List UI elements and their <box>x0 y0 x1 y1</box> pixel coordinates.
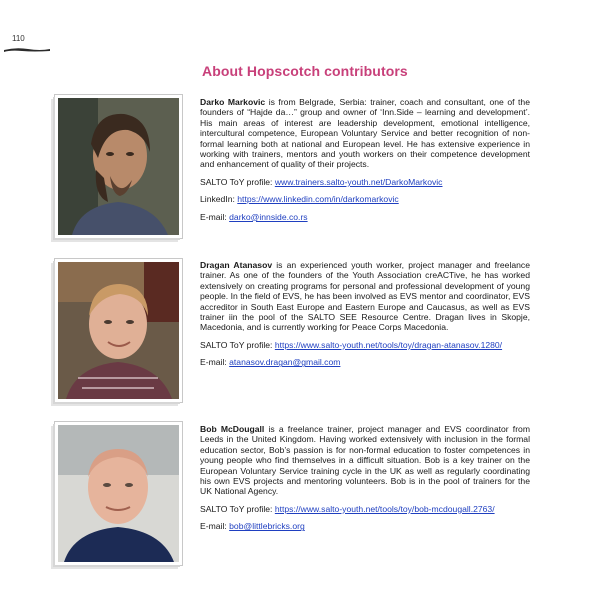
email-label: E-mail: <box>200 521 230 532</box>
page-number: 110 <box>12 34 25 43</box>
photo-dragan <box>55 259 182 402</box>
bio-paragraph <box>200 260 530 333</box>
salto-label: SALTO ToY profile: <box>200 339 275 350</box>
email-link[interactable]: atanasov.dragan@gmail.com <box>229 357 341 368</box>
salto-profile-link[interactable]: www.trainers.salto-youth.net/DarkoMarkovic <box>274 176 443 187</box>
linkedin-link[interactable]: https://www.linkedin.com/in/darkomarkovic <box>237 194 399 205</box>
portrait-photo-icon <box>58 425 179 562</box>
email-label: E-mail: <box>200 357 230 368</box>
photo-bob <box>55 422 182 565</box>
contributor-name: Bob McDougall <box>200 424 265 434</box>
portrait-photo-icon <box>58 98 179 235</box>
photo-darko <box>55 95 182 238</box>
bio-paragraph <box>200 424 530 497</box>
bio-text: is a freelance trainer, project manager and EVS coordinator from Leeds in the United Kingdom. Having worked extensively with inclusion in the formal education sector, Bob’s passion is for non-formal education to foster competences in young people who find themselves in a difficult situation. Bob is a key trainer on the European Voluntary Service training cycle in the UK as well as regularly coordinating his own EVS projects and mentoring volunteers. Bob is in the pool of trainers for the UK National Agency. <box>200 424 530 497</box>
contributor-name: Darko Markovic <box>200 97 266 107</box>
linkedin-line <box>200 194 530 204</box>
email-link[interactable]: darko@innside.co.rs <box>229 211 308 222</box>
brush-stroke-decoration <box>4 47 50 52</box>
salto-label: SALTO ToY profile: <box>200 176 275 187</box>
bio-text: is from Belgrade, Serbia: trainer, coach and consultant, one of the founders of “Hajde da…” group and owner of ‘Inn.Side – learning and development’. His main areas of interest are leadership development, emotional intelligence, intercultural competence, European Voluntary Service and better recognition of non-formal learning both at national and European level. He has extensive experience in working with trainers, mentors and youth workers on their competence development and enhancement of quality of their projects. <box>200 97 530 170</box>
bio-paragraph <box>200 97 530 170</box>
salto-profile-link[interactable]: https://www.salto-youth.net/tools/toy/bob-mcdougall.2763/ <box>274 503 495 514</box>
salto-label: SALTO ToY profile: <box>200 503 275 514</box>
salto-profile-link[interactable]: https://www.salto-youth.net/tools/toy/dragan-atanasov.1280/ <box>274 339 503 350</box>
salto-profile-line <box>200 340 530 350</box>
contributor-text-darko <box>200 97 530 229</box>
contributor-text-bob <box>200 424 530 539</box>
salto-profile-line <box>200 504 530 514</box>
email-line <box>200 521 530 531</box>
email-link[interactable]: bob@littlebricks.org <box>229 521 305 532</box>
bio-text: is an experienced youth worker, project manager and freelance trainer. As one of the founders of the Youth Association creACTive, he has worked extensively on creating programs for personal and professional development of young people. In the field of EVS, he has been involved as EVS mentor and coordinator, EVS accreditor in South East Europe and Eastern Europe and Caucasus, as well as EVS trainer iin the pool of the SALTO SEE Resource Centre. Dragan lives in Skopje, Macedonia, and is currently working for Peace Corps Macedonia. <box>200 260 530 333</box>
page-title: About Hopscotch contributors <box>202 63 408 79</box>
contributor-name: Dragan Atanasov <box>200 260 273 270</box>
email-line <box>200 212 530 222</box>
contributor-text-dragan <box>200 260 530 375</box>
email-line <box>200 357 530 367</box>
email-label: E-mail: <box>200 211 230 222</box>
linkedin-label: LinkedIn: <box>200 194 238 205</box>
salto-profile-line <box>200 177 530 187</box>
portrait-photo-icon <box>58 262 179 399</box>
